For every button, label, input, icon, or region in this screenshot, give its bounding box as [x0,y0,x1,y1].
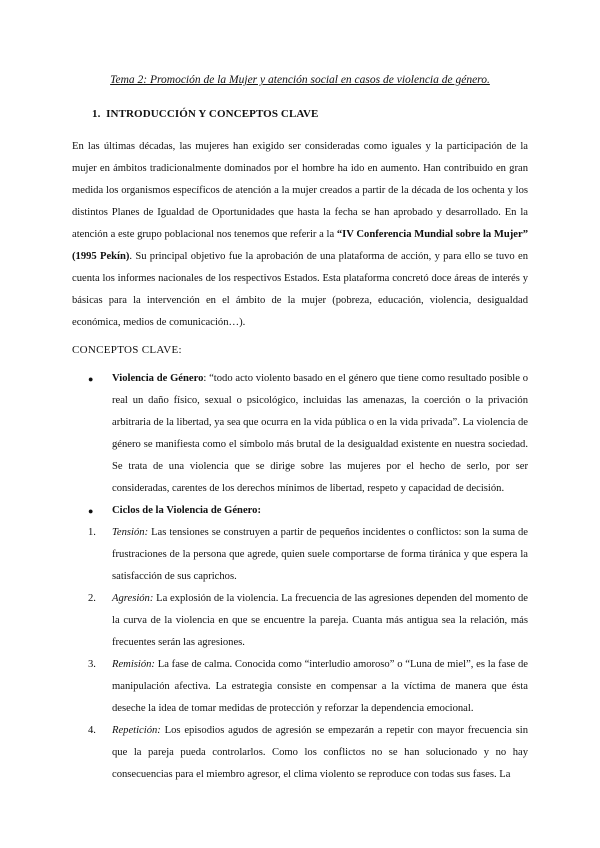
cycle-text: La fase de calma. Conocida como “interludio amoroso” o “Luna de miel”, es la fase de manipulación afectiva. La estrategia consiste en compensar a la víctima de manera que ésta deseche la idea de tomar medidas de protección y reforzar la dependencia emocional. [112,659,528,714]
bullet-ciclos [72,500,528,522]
document-title: Tema 2: Promoción de la Mujer y atención social en casos de violencia de género. [110,74,490,86]
intro-paragraph [72,136,528,334]
bullet-dot-icon: ● [88,506,94,516]
section-heading [92,108,528,120]
cycle-number: 4. [88,725,96,736]
bullet-ciclos-term: Ciclos de la Violencia de Género: [112,505,261,516]
bullet-violencia [72,368,528,500]
intro-bold-conference: “IV Conferencia Mundial sobre la Mujer” (1995 Pekín) [72,229,528,262]
cycle-number: 3. [88,659,96,670]
cycle-text: Las tensiones se construyen a partir de pequeños incidentes o conflictos: son la suma de frustraciones de la persona que agrede, quien suele comportarse de forma tiránica y que espera la satisfacción de sus caprichos. [112,527,528,582]
cycle-number: 2. [88,593,96,604]
conceptos-heading: CONCEPTOS CLAVE: [72,344,182,356]
cycle-item [72,720,528,786]
section-title: INTRODUCCIÓN Y CONCEPTOS CLAVE [106,108,319,120]
section-number: 1. [92,108,101,120]
cycle-item [72,588,528,654]
bullet-violencia-term: Violencia de Género [112,373,204,384]
cycle-term: Agresión: [112,593,154,604]
cycle-term: Remisión: [112,659,155,670]
cycle-term: Repetición: [112,725,161,736]
cycle-term: Tensión: [112,527,149,538]
bullet-violencia-text: : “todo acto violento basado en el género que tiene como resultado posible o real un daño físico, sexual o psicológico, incluidas las amenazas, la coerción o la privación arbitraria de la libertad, ya sea que ocurra en la vida pública o en la vida privada”. La violencia de género se manifiesta como el símbolo más brutal de la desigualdad existente en nuestra sociedad. Se trata de una violencia que se dirige sobre las mujeres por el hecho de serlo, por ser consideradas, carentes de los derechos mínimos de libertad, respeto y capacidad de decisión. [112,373,528,494]
bullet-dot-icon: ● [88,374,94,384]
document-page [72,60,528,786]
intro-text-2: . Su principal objetivo fue la aprobación de una plataforma de acción, y para ello se tuvo en cuenta los informes nacionales de los respectivos Estados. Esta plataforma concretó doce áreas de interés y básicas para la intervención en el ámbito de la mujer (pobreza, educación, violencia, desigualdad económica, medios de comunicación…). [72,251,528,328]
cycle-text: Los episodios agudos de agresión se empezarán a repetir con mayor frecuencia sin que la pareja pueda controlarlos. Como los conflictos no se han solucionado y no hay consecuencias para el miembro agresor, el clima violento se reproduce con todas sus fases. La [112,725,528,780]
cycle-text: La explosión de la violencia. La frecuencia de las agresiones dependen del momento de la curva de la violencia en que se encuentre la pareja. Cuanta más antigua sea la relación, más frecuentes serán las agresiones. [112,593,528,648]
intro-text-1: En las últimas décadas, las mujeres han exigido ser consideradas como iguales y la participación de la mujer en ámbitos tradicionalmente dominados por el hombre ha ido en aumento. Han contribuido en gran medida los organismos específicos de atención a la mujer creados a partir de la década de los ochenta y los distintos Planes de Igualdad de Oportunidades que hasta la fecha se han aprobado y desarrollado. En la atención a este grupo poblacional nos tenemos que referir a la [72,141,528,240]
cycle-number: 1. [88,527,96,538]
cycle-item [72,522,528,588]
cycle-item [72,654,528,720]
